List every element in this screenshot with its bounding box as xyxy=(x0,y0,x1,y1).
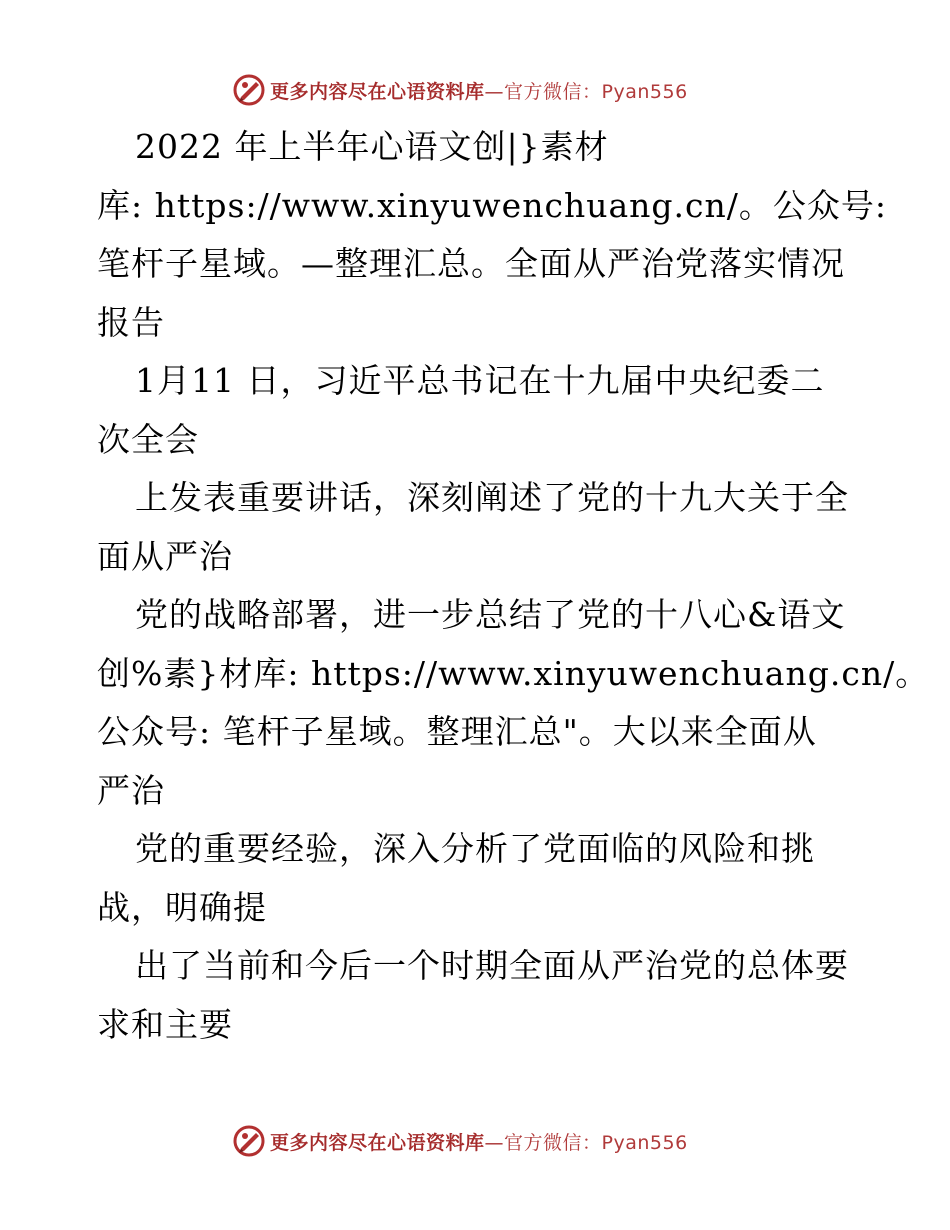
footer-watermark xyxy=(232,1123,688,1159)
text-line: 上发表重要讲话，深刻阐述了党的十九大关于全 xyxy=(135,478,849,517)
brand-logo-icon xyxy=(232,73,266,107)
watermark-account: 官方微信：Pyan556 xyxy=(504,1131,688,1154)
header-watermark xyxy=(232,72,688,108)
text-line: 1月11 日，习近平总书记在十九届中央纪委二 xyxy=(135,361,825,400)
text-line: 求和主要 xyxy=(97,1004,233,1044)
text-line: 公众号: 笔杆子星域。整理汇总"。大以来全面从 xyxy=(97,712,817,751)
document-body xyxy=(97,118,930,1054)
text-line: 战，明确提 xyxy=(97,887,267,927)
text-line: 报告 xyxy=(97,302,165,342)
watermark-brand: 更多内容尽在心语资料库 xyxy=(270,1131,485,1154)
watermark-separator: — xyxy=(484,80,505,103)
watermark-brand: 更多内容尽在心语资料库 xyxy=(270,80,485,103)
text-line: 次全会 xyxy=(97,419,199,459)
watermark-text xyxy=(270,1128,688,1155)
text-line: 创%素}材库: https://www.xinyuwenchuang.cn/。 xyxy=(97,653,930,693)
text-line: 出了当前和今后一个时期全面从严治党的总体要 xyxy=(135,946,849,985)
text-line: 严治 xyxy=(97,770,165,810)
text-line: 笔杆子星域。—整理汇总。全面从严治党落实情况 xyxy=(97,244,845,283)
watermark-text xyxy=(270,77,688,104)
watermark-account: 官方微信：Pyan556 xyxy=(504,80,688,103)
brand-logo-icon xyxy=(232,1124,266,1158)
watermark-separator: — xyxy=(484,1131,505,1154)
text-line: 党的重要经验，深入分析了党面临的风险和挑 xyxy=(135,829,815,868)
text-line: 2022 年上半年心语文创|}素材 xyxy=(135,127,609,166)
text-line: 库: https://www.xinyuwenchuang.cn/。公众号: xyxy=(97,185,887,225)
text-line: 党的战略部署，进一步总结了党的十八心&语文 xyxy=(135,595,846,634)
text-line: 面从严治 xyxy=(97,536,233,576)
